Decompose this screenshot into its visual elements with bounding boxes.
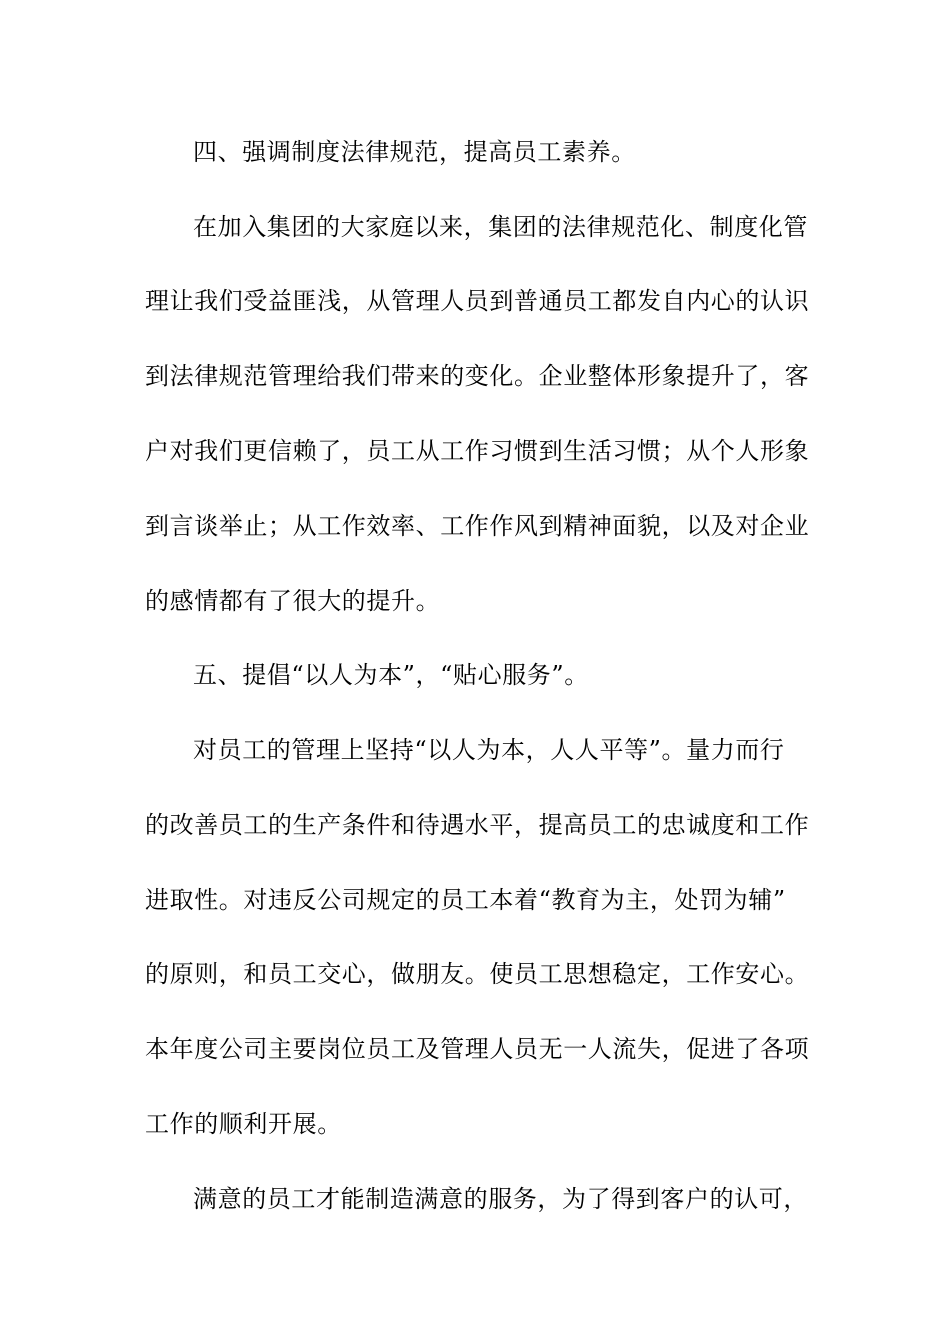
paragraph-line: 进取性。对违反公司规定的员工本着“教育为主，处罚为辅” [145,886,786,914]
paragraph-line: 的原则，和员工交心，做朋友。使员工思想稳定，工作安心。 [145,960,810,988]
heading-section-4: 四、强调制度法律规范，提高员工素养。 [193,138,636,166]
paragraph-line: 到言谈举止；从工作效率、工作作风到精神面貌，以及对企业 [145,512,810,540]
paragraph-line: 对员工的管理上坚持“以人为本，人人平等”。量力而行 [193,736,785,764]
paragraph-line: 本年度公司主要岗位员工及管理人员无一人流失，促进了各项 [145,1035,810,1063]
paragraph-line: 的感情都有了很大的提升。 [145,587,441,615]
heading-section-5: 五、提倡“以人为本”，“贴心服务”。 [193,661,589,689]
paragraph-line: 的改善员工的生产条件和待遇水平，提高员工的忠诚度和工作 [145,811,810,839]
paragraph-line: 在加入集团的大家庭以来，集团的法律规范化、制度化管 [193,213,808,241]
paragraph-line: 到法律规范管理给我们带来的变化。企业整体形象提升了，客 [145,362,810,390]
paragraph-line: 户对我们更信赖了，员工从工作习惯到生活习惯；从个人形象 [145,437,810,465]
paragraph-line: 理让我们受益匪浅，从管理人员到普通员工都发自内心的认识 [145,287,810,315]
paragraph-line: 满意的员工才能制造满意的服务，为了得到客户的认可， [193,1185,808,1213]
paragraph-line: 工作的顺利开展。 [145,1110,342,1138]
